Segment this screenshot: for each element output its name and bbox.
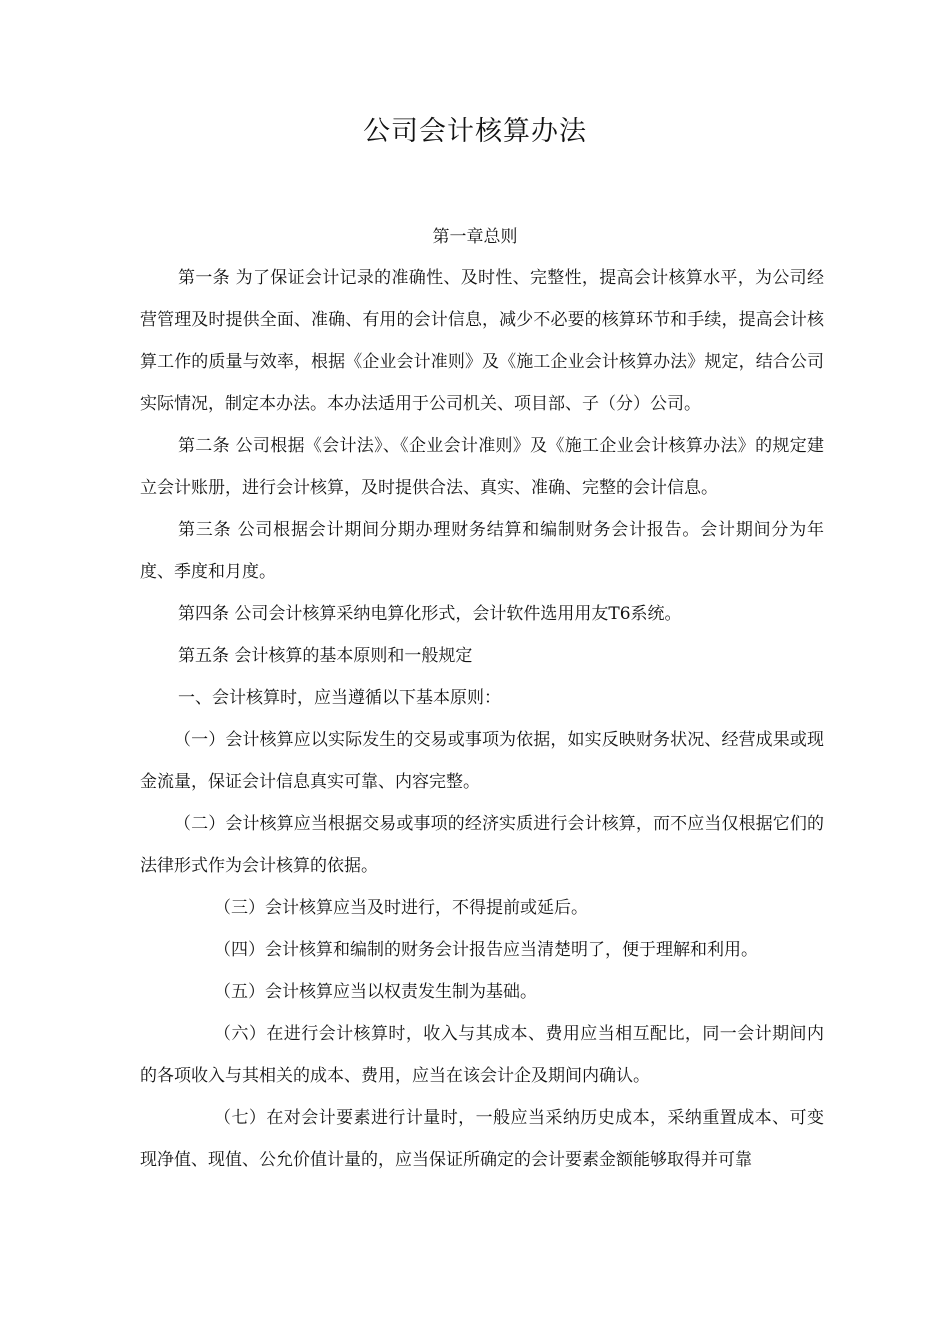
paragraph-item-6: （六）在进行会计核算时，收入与其成本、费用应当相互配比，同一会计期间内的各项收入与其相关的成本、费用，应当在该会计企及期间内确认。 [140,1024,824,1086]
paragraph-article-2: 第二条 公司根据《会计法》、《企业会计准则》及《施工企业会计核算办法》的规定建立会计账册，进行会计核算，及时提供合法、真实、准确、完整的会计信息。 [140,436,824,498]
paragraph-item-5: （五）会计核算应当以权责发生制为基础。 [214,982,537,1002]
paragraph-article-4: 第四条 公司会计核算采纳电算化形式，会计软件选用用友T6系统。 [178,604,682,624]
paragraph-article-5: 第五条 会计核算的基本原则和一般规定 [178,646,473,666]
paragraph-item-1: （一）会计核算应以实际发生的交易或事项为依据，如实反映财务状况、经营成果或现金流量，保证会计信息真实可靠、内容完整。 [140,730,824,792]
paragraph-item-7: （七）在对会计要素进行计量时，一般应当采纳历史成本，采纳重置成本、可变现净值、现值、公允价值计量的，应当保证所确定的会计要素金额能够取得并可靠 [140,1108,824,1170]
paragraph-item-2: （二）会计核算应当根据交易或事项的经济实质进行会计核算，而不应当仅根据它们的法律形式作为会计核算的依据。 [140,814,824,876]
paragraph-item-4: （四）会计核算和编制的财务会计报告应当清楚明了，便于理解和利用。 [214,940,758,960]
chapter-heading: 第一章总则 [432,227,518,247]
paragraph-section-1: 一、会计核算时，应当遵循以下基本原则： [178,688,501,708]
document-title: 公司会计核算办法 [363,116,587,147]
paragraph-item-3: （三）会计核算应当及时进行，不得提前或延后。 [214,898,588,918]
document-body [140,257,824,1181]
paragraph-article-3: 第三条 公司根据会计期间分期办理财务结算和编制财务会计报告。会计期间分为年度、季度和月度。 [140,520,824,582]
paragraph-article-1: 第一条 为了保证会计记录的准确性、及时性、完整性，提高会计核算水平，为公司经营管理及时提供全面、准确、有用的会计信息，减少不必要的核算环节和手续，提高会计核算工作的质量与效率，根据《企业会计准则》及《施工企业会计核算办法》规定，结合公司实际情况，制定本办法。本办法适用于公司机关、项目部、子（分）公司。 [140,268,824,414]
